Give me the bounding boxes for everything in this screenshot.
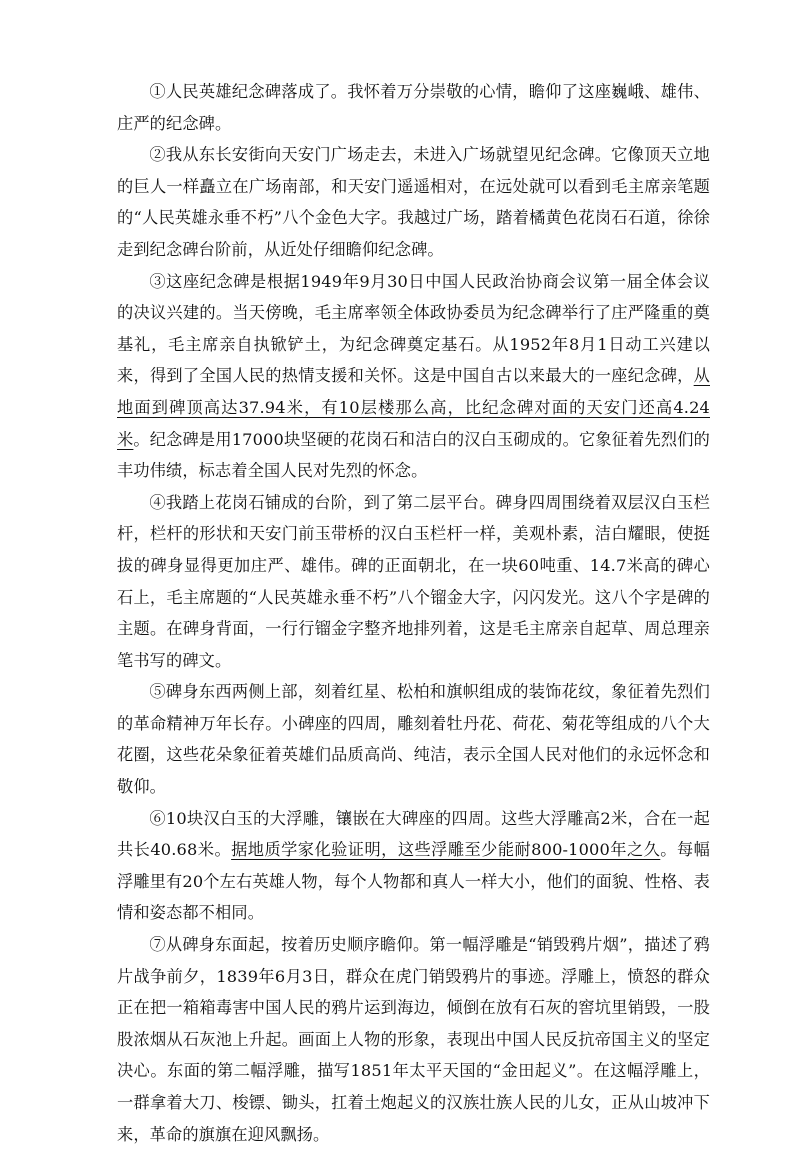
paragraph-6-underlined-sentence: 据地质学家化验证明，这些浮雕至少能耐800-1000年之久	[231, 840, 661, 860]
paragraph-7: ⑦从碑身东面起，按着历史顺序瞻仰。第一幅浮雕是“销毁鸦片烟”，描述了鸦片战争前夕，1839年6月3日，群众在虎门销毁鸦片的事迹。浮雕上，愤怒的群众正在把一箱箱毒害中国人民的鸦片运到海边，倾倒在放有石灰的窖坑里销毁，一股股浓烟从石灰池上升起。画面上人物的形象，表现出中国人民反抗帝国主义的坚定决心。东面的第二幅浮雕，描写1851年太平天国的“金田起义”。在这幅浮雕上，一群拿着大刀、梭镖、锄头，扛着土炮起义的汉族壮族人民的儿女，正从山坡冲下来，革命的旗旗在迎风飘扬。	[117, 935, 710, 1144]
paragraph-6	[117, 803, 710, 929]
paragraph-3	[117, 266, 710, 487]
paragraph-5: ⑤碑身东西两侧上部，刻着红星、松柏和旗帜组成的装饰花纹，象征着先烈们的革命精神万年长存。小碑座的四周，雕刻着牡丹花、荷花、菊花等组成的八个大花圈，这些花朵象征着英雄们品质高尚、纯洁，表示全国人民对他们的永远怀念和敬仰。	[117, 682, 710, 797]
paragraph-6-text-before: ⑥10块汉白玉的大浮雕，镶嵌在大碑座的四周。这些大浮雕高2米，合在一起共长40.68米。	[117, 808, 710, 860]
paragraph-3-underlined-sentence: 从地面到碑顶高达37.94米，有10层楼那么高，比纪念碑对面的天安门还高4.24米	[117, 366, 710, 449]
paragraph-2: ②我从东长安街向天安门广场走去，未进入广场就望见纪念碑。它像顶天立地的巨人一样矗立在广场南部，和天安门遥遥相对，在远处就可以看到毛主席亲笔题的“人民英雄永垂不朽”八个金色大字。我越过广场，踏着橘黄色花岗石石道，徐徐走到纪念碑台阶前，从近处仔细瞻仰纪念碑。	[117, 145, 710, 259]
paragraph-4: ④我踏上花岗石铺成的台阶，到了第二层平台。碑身四周围绕着双层汉白玉栏杆，栏杆的形状和天安门前玉带桥的汉白玉栏杆一样，美观朴素，洁白耀眼，使挺拔的碑身显得更加庄严、雄伟。碑的正面朝北，在一块60吨重、14.7米高的碑心石上，毛主席题的“人民英雄永垂不朽”八个镏金大字，闪闪发光。这八个字是碑的主题。在碑身背面，一行行镏金字整齐地排列着，这是毛主席亲自起草、周总理亲笔书写的碑文。	[117, 492, 710, 670]
paragraph-1: ①人民英雄纪念碑落成了。我怀着万分崇敬的心情，瞻仰了这座巍峨、雄伟、庄严的纪念碑。	[117, 82, 710, 133]
paragraph-6-text-after: 。每幅浮雕里有20个左右英雄人物，每个人物都和真人一样大小，他们的面貌、性格、表情和姿态都不相同。	[117, 840, 710, 923]
paragraph-3-text-after: 。纪念碑是用17000块坚硬的花岗石和洁白的汉白玉砌成的。它象征着先烈们的丰功伟绩，标志着全国人民对先烈的怀念。	[117, 429, 710, 481]
paragraph-3-text-before: ③这座纪念碑是根据1949年9月30日中国人民政治协商会议第一届全体会议的决议兴建的。当天傍晚，毛主席率领全体政协委员为纪念碑举行了庄严隆重的奠基礼，毛主席亲自执锨铲土，为纪念碑奠定基石。从1952年8月1日动工兴建以来，得到了全国人民的热情支援和关怀。这是中国自古以来最大的一座纪念碑，	[117, 271, 710, 386]
